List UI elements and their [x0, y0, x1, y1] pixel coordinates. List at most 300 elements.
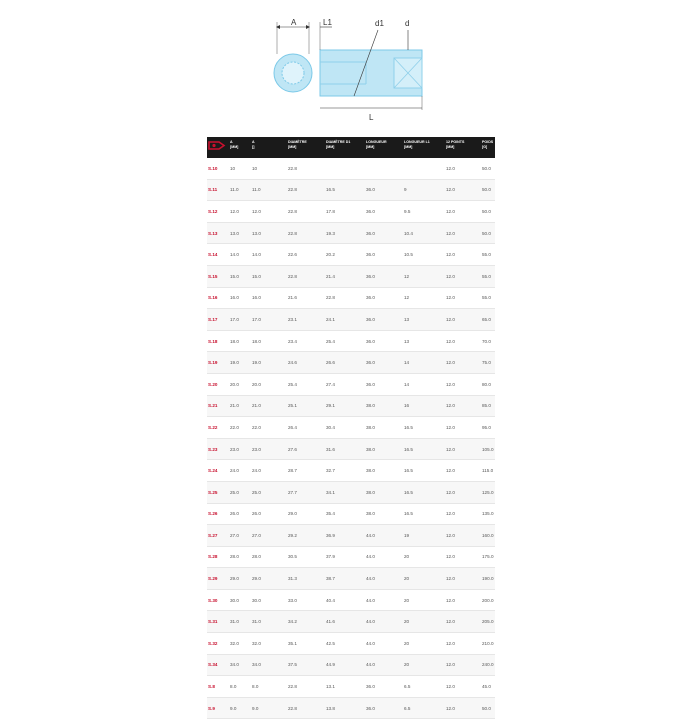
- value-cell: 21.0: [251, 395, 273, 417]
- value-cell: 11.0: [229, 179, 251, 201]
- value-cell: 25.4: [325, 330, 365, 352]
- value-cell: [273, 222, 287, 244]
- value-cell: 20: [403, 546, 445, 568]
- reference-cell: S.23: [207, 438, 229, 460]
- value-cell: 25.4: [287, 373, 325, 395]
- value-cell: [273, 503, 287, 525]
- value-cell: 44.0: [365, 589, 403, 611]
- value-cell: 12.0: [445, 697, 481, 719]
- value-cell: 12.0: [445, 654, 481, 676]
- value-cell: 6.5: [403, 697, 445, 719]
- value-cell: 16.5: [403, 460, 445, 482]
- value-cell: 12.0: [229, 201, 251, 223]
- column-header: [229, 137, 251, 158]
- value-cell: 115.0: [481, 460, 495, 482]
- value-cell: 36.0: [365, 244, 403, 266]
- value-cell: 20: [403, 633, 445, 655]
- value-cell: [273, 201, 287, 223]
- value-cell: 20: [403, 654, 445, 676]
- table-row: [207, 287, 495, 309]
- value-cell: 25.0: [229, 481, 251, 503]
- value-cell: 23.4: [287, 330, 325, 352]
- value-cell: 26.4: [287, 417, 325, 439]
- value-cell: 85.0: [481, 395, 495, 417]
- reference-cell: S.28: [207, 546, 229, 568]
- reference-cell: S.15: [207, 265, 229, 287]
- table-row: [207, 438, 495, 460]
- value-cell: 36.0: [365, 287, 403, 309]
- column-header-title: DIAMÈTRE: [288, 140, 307, 144]
- value-cell: 44.0: [365, 611, 403, 633]
- table-row: [207, 417, 495, 439]
- value-cell: 28.7: [287, 460, 325, 482]
- column-header-unit: []: [252, 144, 255, 149]
- value-cell: 31.3: [287, 568, 325, 590]
- column-header-title: 12 POINTS: [446, 140, 465, 144]
- value-cell: 29.0: [251, 568, 273, 590]
- value-cell: 22.8: [287, 158, 325, 179]
- column-header-unit: [MM]: [288, 144, 297, 149]
- value-cell: 12.0: [445, 503, 481, 525]
- value-cell: 24.0: [251, 460, 273, 482]
- reference-cell: S.29: [207, 568, 229, 590]
- label-d: d: [405, 19, 410, 28]
- value-cell: [273, 481, 287, 503]
- value-cell: 29.0: [287, 503, 325, 525]
- value-cell: 12.0: [445, 460, 481, 482]
- value-cell: 12.0: [445, 525, 481, 547]
- value-cell: 27.0: [251, 525, 273, 547]
- table-row: [207, 568, 495, 590]
- value-cell: 12: [403, 265, 445, 287]
- column-header-unit: [MM]: [230, 144, 239, 149]
- table-row: [207, 222, 495, 244]
- value-cell: 25.1: [287, 395, 325, 417]
- column-header-title: LONGUEUR L1: [404, 140, 430, 144]
- table-row: [207, 179, 495, 201]
- value-cell: 10: [229, 158, 251, 179]
- value-cell: 38.7: [325, 568, 365, 590]
- reference-cell: S.22: [207, 417, 229, 439]
- value-cell: 34.2: [287, 611, 325, 633]
- table-row: [207, 697, 495, 719]
- value-cell: 36.0: [365, 676, 403, 698]
- value-cell: 38.0: [365, 438, 403, 460]
- value-cell: 44.9: [325, 654, 365, 676]
- value-cell: 12.0: [445, 287, 481, 309]
- value-cell: 36.0: [365, 697, 403, 719]
- table-body: [207, 158, 495, 719]
- value-cell: [273, 265, 287, 287]
- value-cell: 12.0: [445, 568, 481, 590]
- value-cell: 22.8: [287, 201, 325, 223]
- table-row: [207, 330, 495, 352]
- value-cell: 8.0: [251, 676, 273, 698]
- value-cell: 22.8: [287, 697, 325, 719]
- value-cell: 36.0: [365, 179, 403, 201]
- value-cell: 12.0: [445, 179, 481, 201]
- value-cell: 13: [403, 309, 445, 331]
- value-cell: 125.0: [481, 481, 495, 503]
- value-cell: 13.0: [251, 222, 273, 244]
- value-cell: 12.0: [445, 352, 481, 374]
- reference-cell: S.19: [207, 352, 229, 374]
- table-row: [207, 481, 495, 503]
- value-cell: 35.1: [287, 633, 325, 655]
- value-cell: 12.0: [445, 589, 481, 611]
- column-header: [403, 137, 445, 158]
- value-cell: [273, 309, 287, 331]
- reference-cell: S.31: [207, 611, 229, 633]
- socket-dimension-diagram: [262, 10, 442, 130]
- table-row: [207, 201, 495, 223]
- value-cell: 12.0: [445, 265, 481, 287]
- value-cell: 50.0: [481, 697, 495, 719]
- value-cell: 65.0: [481, 309, 495, 331]
- value-cell: 25.0: [251, 481, 273, 503]
- value-cell: 36.0: [365, 309, 403, 331]
- value-cell: 200.0: [481, 589, 495, 611]
- column-header: [251, 137, 273, 158]
- value-cell: 42.5: [325, 633, 365, 655]
- value-cell: 22.8: [325, 287, 365, 309]
- value-cell: 160.0: [481, 525, 495, 547]
- value-cell: 10.5: [403, 244, 445, 266]
- value-cell: [273, 611, 287, 633]
- value-cell: 8.0: [229, 676, 251, 698]
- value-cell: [273, 158, 287, 179]
- column-header-title: DIAMÈTRE D1: [326, 140, 351, 144]
- table-row: [207, 352, 495, 374]
- value-cell: 9.0: [229, 697, 251, 719]
- value-cell: 12.0: [445, 417, 481, 439]
- table-row: [207, 373, 495, 395]
- value-cell: 135.0: [481, 503, 495, 525]
- value-cell: 12.0: [445, 633, 481, 655]
- column-header-unit: [MM]: [326, 144, 335, 149]
- dimension-a-arrow-right: [306, 25, 310, 29]
- value-cell: 16.5: [403, 503, 445, 525]
- column-header: [287, 137, 325, 158]
- value-cell: 44.0: [365, 654, 403, 676]
- value-cell: 20: [403, 568, 445, 590]
- value-cell: 16.5: [403, 481, 445, 503]
- brand-logo-icon: [208, 140, 226, 151]
- reference-cell: S.25: [207, 481, 229, 503]
- table-row: [207, 265, 495, 287]
- value-cell: 23.1: [287, 309, 325, 331]
- reference-cell: S.17: [207, 309, 229, 331]
- value-cell: 34.1: [325, 481, 365, 503]
- column-header-title: POIDS: [482, 140, 494, 144]
- value-cell: 55.0: [481, 244, 495, 266]
- value-cell: 27.0: [229, 525, 251, 547]
- value-cell: 16.5: [403, 438, 445, 460]
- value-cell: 55.0: [481, 287, 495, 309]
- value-cell: 10: [251, 158, 273, 179]
- value-cell: 12.0: [445, 676, 481, 698]
- value-cell: 32.0: [251, 633, 273, 655]
- reference-cell: S.24: [207, 460, 229, 482]
- value-cell: 18.0: [229, 330, 251, 352]
- value-cell: 36.0: [365, 352, 403, 374]
- label-l: L: [369, 113, 374, 122]
- value-cell: 80.0: [481, 373, 495, 395]
- column-header-title: A: [252, 140, 255, 144]
- value-cell: 23.0: [251, 438, 273, 460]
- value-cell: 21.4: [325, 265, 365, 287]
- value-cell: 14.0: [229, 244, 251, 266]
- value-cell: [273, 568, 287, 590]
- table-row: [207, 503, 495, 525]
- value-cell: 15.0: [229, 265, 251, 287]
- value-cell: 23.0: [229, 438, 251, 460]
- value-cell: 20.2: [325, 244, 365, 266]
- value-cell: [273, 546, 287, 568]
- table-row: [207, 546, 495, 568]
- reference-cell: S.34: [207, 654, 229, 676]
- value-cell: 20: [403, 611, 445, 633]
- value-cell: 14.0: [251, 244, 273, 266]
- value-cell: 10.4: [403, 222, 445, 244]
- value-cell: 33.0: [287, 589, 325, 611]
- value-cell: 12.0: [445, 481, 481, 503]
- table-row: [207, 395, 495, 417]
- value-cell: [273, 287, 287, 309]
- value-cell: 36.0: [365, 265, 403, 287]
- value-cell: 28.0: [229, 546, 251, 568]
- value-cell: [273, 460, 287, 482]
- value-cell: 12.0: [445, 158, 481, 179]
- value-cell: 19.0: [251, 352, 273, 374]
- table-row: [207, 460, 495, 482]
- value-cell: 27.4: [325, 373, 365, 395]
- value-cell: 12.0: [445, 546, 481, 568]
- value-cell: 12.0: [445, 611, 481, 633]
- table-row: [207, 525, 495, 547]
- value-cell: 22.8: [287, 179, 325, 201]
- value-cell: 31.6: [325, 438, 365, 460]
- reference-cell: S.26: [207, 503, 229, 525]
- value-cell: 38.0: [365, 460, 403, 482]
- value-cell: 17.0: [229, 309, 251, 331]
- value-cell: 50.0: [481, 158, 495, 179]
- value-cell: 12.0: [445, 373, 481, 395]
- value-cell: 36.0: [365, 373, 403, 395]
- value-cell: 22.8: [287, 222, 325, 244]
- value-cell: 16.0: [251, 287, 273, 309]
- column-header-title: A: [230, 140, 233, 144]
- socket-specification-table: [207, 137, 495, 719]
- value-cell: 105.0: [481, 438, 495, 460]
- value-cell: 44.0: [365, 525, 403, 547]
- reference-cell: S.14: [207, 244, 229, 266]
- value-cell: 26.0: [229, 503, 251, 525]
- value-cell: 75.0: [481, 352, 495, 374]
- value-cell: [273, 697, 287, 719]
- value-cell: 38.0: [365, 503, 403, 525]
- twelve-point-opening: [282, 62, 304, 84]
- value-cell: 34.0: [229, 654, 251, 676]
- value-cell: 24.1: [325, 309, 365, 331]
- value-cell: 32.7: [325, 460, 365, 482]
- value-cell: 12.0: [445, 201, 481, 223]
- value-cell: 22.0: [229, 417, 251, 439]
- value-cell: [365, 158, 403, 179]
- value-cell: 13.0: [229, 222, 251, 244]
- value-cell: 17.8: [325, 201, 365, 223]
- column-header: [481, 137, 495, 158]
- value-cell: 205.0: [481, 611, 495, 633]
- value-cell: [273, 352, 287, 374]
- value-cell: 13.8: [325, 697, 365, 719]
- value-cell: [273, 633, 287, 655]
- value-cell: 50.0: [481, 201, 495, 223]
- value-cell: 29.2: [287, 525, 325, 547]
- value-cell: 50.0: [481, 222, 495, 244]
- table-row: [207, 589, 495, 611]
- value-cell: 44.0: [365, 546, 403, 568]
- value-cell: 30.0: [251, 589, 273, 611]
- value-cell: 55.0: [481, 265, 495, 287]
- value-cell: 19.0: [229, 352, 251, 374]
- value-cell: 12.0: [445, 330, 481, 352]
- label-l1: L1: [323, 18, 332, 27]
- value-cell: 19.3: [325, 222, 365, 244]
- value-cell: 30.4: [325, 417, 365, 439]
- value-cell: 36.0: [365, 222, 403, 244]
- column-header-unit: [MM]: [404, 144, 413, 149]
- value-cell: 9: [403, 179, 445, 201]
- table-row: [207, 676, 495, 698]
- value-cell: 36.9: [325, 525, 365, 547]
- reference-cell: S.32: [207, 633, 229, 655]
- value-cell: [273, 525, 287, 547]
- value-cell: 12.0: [445, 309, 481, 331]
- value-cell: 13.1: [325, 676, 365, 698]
- value-cell: 26.0: [251, 503, 273, 525]
- table-row: [207, 654, 495, 676]
- value-cell: 28.0: [251, 546, 273, 568]
- table-row: [207, 244, 495, 266]
- value-cell: [273, 654, 287, 676]
- reference-cell: S.16: [207, 287, 229, 309]
- reference-cell: S.13: [207, 222, 229, 244]
- value-cell: 20: [403, 589, 445, 611]
- value-cell: 24.6: [287, 352, 325, 374]
- table-header-row: [207, 137, 495, 158]
- value-cell: 31.0: [229, 611, 251, 633]
- value-cell: 26.6: [325, 352, 365, 374]
- value-cell: 22.6: [287, 244, 325, 266]
- value-cell: 35.4: [325, 503, 365, 525]
- reference-cell: S.20: [207, 373, 229, 395]
- column-header-unit: [MM]: [366, 144, 375, 149]
- reference-cell: S.27: [207, 525, 229, 547]
- value-cell: 40.4: [325, 589, 365, 611]
- reference-cell: S.30: [207, 589, 229, 611]
- value-cell: 175.0: [481, 546, 495, 568]
- blank-header-cell: [273, 137, 287, 158]
- value-cell: [273, 417, 287, 439]
- value-cell: [273, 589, 287, 611]
- column-header: [325, 137, 365, 158]
- reference-cell: S.9: [207, 697, 229, 719]
- value-cell: 12.0: [445, 438, 481, 460]
- value-cell: 9.5: [403, 201, 445, 223]
- value-cell: 12.0: [445, 395, 481, 417]
- value-cell: 44.0: [365, 568, 403, 590]
- value-cell: 38.0: [365, 395, 403, 417]
- value-cell: 30.0: [229, 589, 251, 611]
- value-cell: [403, 158, 445, 179]
- table-row: [207, 158, 495, 179]
- value-cell: 22.8: [287, 265, 325, 287]
- value-cell: [273, 330, 287, 352]
- value-cell: 45.0: [481, 676, 495, 698]
- value-cell: 9.0: [251, 697, 273, 719]
- value-cell: 30.5: [287, 546, 325, 568]
- reference-cell: S.18: [207, 330, 229, 352]
- value-cell: [273, 373, 287, 395]
- value-cell: 11.0: [251, 179, 273, 201]
- table-row: [207, 611, 495, 633]
- value-cell: 95.0: [481, 417, 495, 439]
- value-cell: 29.0: [229, 568, 251, 590]
- reference-cell: S.21: [207, 395, 229, 417]
- value-cell: 240.0: [481, 654, 495, 676]
- value-cell: 14: [403, 373, 445, 395]
- value-cell: 37.5: [287, 654, 325, 676]
- column-header: [445, 137, 481, 158]
- value-cell: 36.0: [365, 330, 403, 352]
- reference-cell: S.12: [207, 201, 229, 223]
- value-cell: 12: [403, 287, 445, 309]
- value-cell: 27.6: [287, 438, 325, 460]
- column-header-title: LONGUEUR: [366, 140, 387, 144]
- value-cell: 24.0: [229, 460, 251, 482]
- value-cell: 22.0: [251, 417, 273, 439]
- value-cell: [273, 676, 287, 698]
- label-a: A: [291, 18, 297, 27]
- value-cell: 17.0: [251, 309, 273, 331]
- column-header-unit: [MM]: [446, 144, 455, 149]
- label-d1: d1: [375, 19, 384, 28]
- value-cell: 13: [403, 330, 445, 352]
- value-cell: 20.0: [229, 373, 251, 395]
- column-header: [365, 137, 403, 158]
- value-cell: 21.0: [229, 395, 251, 417]
- value-cell: 44.0: [365, 633, 403, 655]
- logo-header-cell: [207, 137, 229, 158]
- value-cell: 12.0: [251, 201, 273, 223]
- value-cell: 14: [403, 352, 445, 374]
- reference-cell: S.8: [207, 676, 229, 698]
- value-cell: 6.5: [403, 676, 445, 698]
- value-cell: 70.0: [481, 330, 495, 352]
- reference-cell: S.11: [207, 179, 229, 201]
- value-cell: 41.6: [325, 611, 365, 633]
- value-cell: 29.1: [325, 395, 365, 417]
- value-cell: 16: [403, 395, 445, 417]
- value-cell: 27.7: [287, 481, 325, 503]
- value-cell: 16.5: [325, 179, 365, 201]
- value-cell: 19: [403, 525, 445, 547]
- value-cell: 32.0: [229, 633, 251, 655]
- value-cell: 20.0: [251, 373, 273, 395]
- table-row: [207, 633, 495, 655]
- value-cell: [273, 438, 287, 460]
